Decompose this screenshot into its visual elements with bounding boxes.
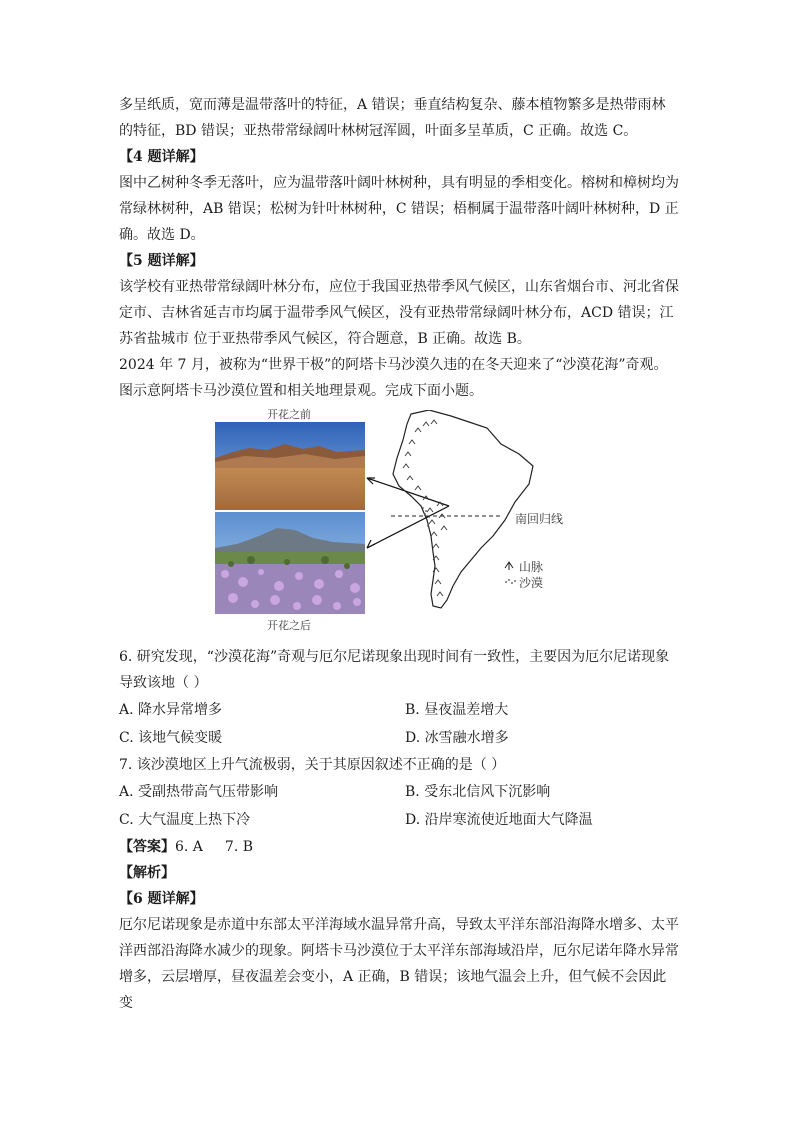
q6-option-c: C. 该地气候变暖 [119,730,223,746]
caption-before-bloom: 开花之前 [267,408,311,421]
q7-option-b: B. 受东北信风下沉影响 [405,784,551,800]
paragraph-q3-continuation: 多呈纸质，宽而薄是温带落叶的特征，A 错误；垂直结构复杂、藤本植物繁多是热带雨林的特征，BD 错误；亚热带常绿阔叶林树冠浑圆，叶面多呈革质，C 正确。故选 C。 [119,97,666,139]
q5-detail-heading: 【5 题详解】 [119,253,204,269]
q6-option-b: B. 昼夜温差增大 [405,702,509,718]
q5-detail-body: 该学校有亚热带常绿阔叶林分布，应位于我国亚热带季风气候区，山东省烟台市、河北省保定市、吉林省延吉市均属于温带季风气候区，没有亚热带常绿阔叶林分布，ACD 错误；江苏省盐城市 位于亚热带季风气候区，符合题意，B 正确。故选 B。 [119,279,679,347]
legend-desert-label: 沙漠 [519,576,544,590]
q7-option-c: C. 大气温度上热下冷 [119,812,251,828]
photo-after-bloom [215,512,365,614]
legend-symbols [503,558,517,588]
q7-stem: 7. 该沙漠地区上升气流极弱，关于其原因叙述不正确的是（ ） [119,757,506,773]
answer-line [119,834,679,860]
q6-option-d: D. 冰雪融水增多 [405,730,509,746]
q6-detail-body: 厄尔尼诺现象是赤道中东部太平洋海域水温异常升高，导致太平洋东部沿海降水增多、太平洋西部沿海降水减少的现象。阿塔卡马沙漠位于太平洋东部海域沿岸，厄尔尼诺年降水异常增多，云层增厚，昼夜温差会变小，A 正确，B 错误；该地气温会上升，但气候不会因此变 [119,917,679,1011]
question-intro: 2024 年 7 月，被称为“世界干极”的阿塔卡马沙漠久违的在冬天迎来了“沙漠花海”奇观。图示意阿塔卡马沙漠位置和相关地理景观。完成下面小题。 [119,357,668,399]
legend-mountain-label: 山脉 [519,560,544,574]
document-content [119,92,679,1016]
atacama-figure [119,406,679,642]
answer-7: 7. B [224,839,254,855]
tropic-label: 南回归线 [515,512,564,526]
q7-option-d: D. 沿岸寒流使近地面大气降温 [405,812,593,828]
analysis-heading: 【解析】 [119,865,175,881]
answer-6: 6. A [175,839,203,855]
caption-after-bloom: 开花之后 [267,619,311,632]
photo-before-bloom [215,422,365,510]
q7-options [119,778,679,834]
mountain-symbols [403,420,447,596]
q6-option-a: A. 降水异常增多 [119,702,223,718]
q6-detail-heading: 【6 题详解】 [119,891,204,907]
answer-label: 【答案】 [119,839,175,855]
q6-options [119,696,679,752]
q7-option-a: A. 受副热带高气压带影响 [119,784,279,800]
q4-detail-heading: 【4 题详解】 [119,149,204,165]
q4-detail-body: 图中乙树种冬季无落叶，应为温带落叶阔叶林树种，具有明显的季相变化。榕树和樟树均为常绿林树种，AB 错误；松树为针叶林树种，C 错误；梧桐属于温带落叶阔叶林树种，D 正确。故选 D。 [119,175,679,243]
q6-stem: 6. 研究发现，“沙漠花海”奇观与厄尔尼诺现象出现时间有一致性，主要因为厄尔尼诺现象导致该地（ ） [119,649,670,691]
